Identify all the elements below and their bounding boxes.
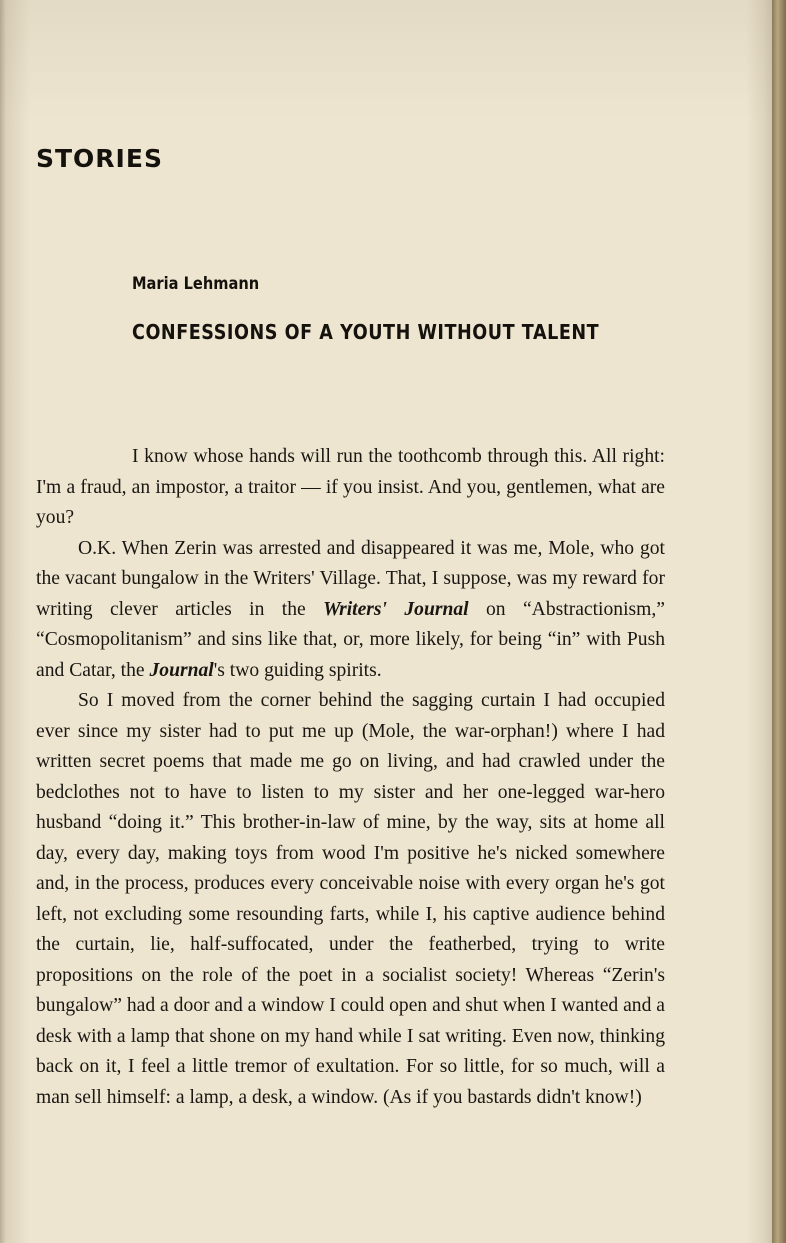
story-title: CONFESSIONS OF A YOUTH WITHOUT TALENT — [132, 320, 600, 344]
paragraph-3: So I moved from the corner behind the sagging curtain I had occupied ever since my sister had to put me up (Mole, the war-orphan!) where I had written secret poems that made me go on living, and had crawled under the bedclothes not to have to listen to my sister and her one-legged war-hero husband “doing it.” This brother-in-law of mine, by the way, sits at home all day, every day, making toys from wood I'm positive he's nicked somewhere and, in the process, produces every conceivable noise with every organ he's got left, not excluding some resounding farts, while I, his captive audience behind the curtain, lie, half-suffocated, under the featherbed, trying to write propositions on the role of the poet in a socialist society! Whereas “Zerin's bungalow” had a door and a window I could open and shut when I wanted and a desk with a lamp that shone on my hand while I sat writing. Even now, thinking back on it, I feel a little tremor of exultation. For so little, for so much, will a man sell himself: a lamp, a desk, a window. (As if you bastards didn't know!) — [36, 690, 665, 1108]
story-body — [36, 442, 665, 1113]
author-name: Maria Lehmann — [132, 274, 260, 294]
paragraph-2-text-e: 's two guiding spirits. — [213, 659, 382, 681]
paragraph-2-text-a: O.K. When Zerin was arrested and disappeared it was me, Mole, who got the vacant bungalow in the Writers' Village. That, I suppose, was my reward for writing clever articles in the — [36, 537, 665, 620]
section-heading: STORIES — [36, 144, 163, 173]
journal-name-italic: Journal — [149, 659, 214, 681]
journal-title-italic: Writers' Journal — [323, 598, 469, 620]
paragraph-2 — [36, 534, 665, 687]
paragraph-2-text-c: on “Abstractionism,” “Cosmopolitanism” and sins like that, or, more likely, for being “in” with Push and Catar, the — [36, 598, 665, 681]
paragraph-1: I know whose hands will run the toothcomb through this. All right: I'm a fraud, an impostor, a traitor — if you insist. And you, gentlemen, what are you? — [36, 446, 665, 528]
page-left-edge-shadow — [0, 0, 6, 1243]
book-spine-edge — [772, 0, 786, 1243]
